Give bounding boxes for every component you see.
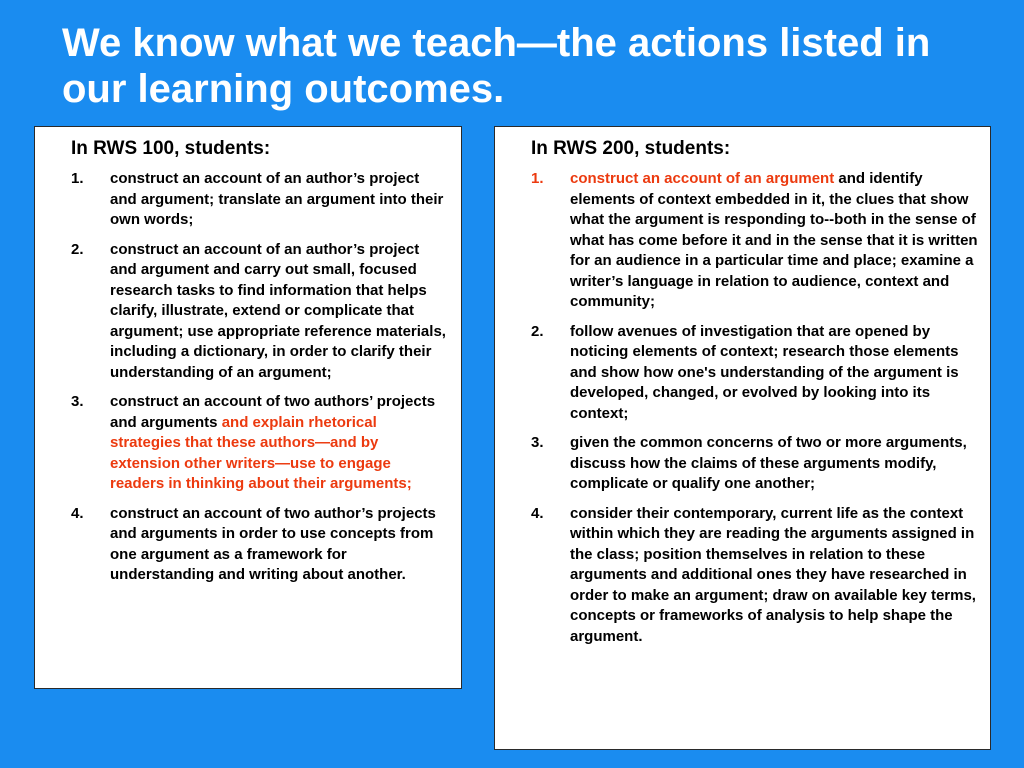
rws200-outcome-list xyxy=(531,169,980,647)
outcome-highlight: and explain rhetorical strategies that these authors—and by extension other writers—use to engage readers in thinking about their arguments; xyxy=(110,413,412,492)
outcome-number: 1. xyxy=(531,170,544,187)
outcome-number: 4. xyxy=(531,504,544,522)
rws100-outcome-4 xyxy=(71,504,449,586)
rws100-outcome-2 xyxy=(71,240,449,384)
slide-title: We know what we teach—the actions listed in our learning outcomes. xyxy=(62,21,931,111)
rws200-outcome-1 xyxy=(531,169,980,313)
rws100-outcome-list xyxy=(71,169,449,586)
outcome-text: consider their contemporary, current life as the context within which they are reading the arguments assigned in the class; position themselves in relation to these arguments and additional ones they have researched in order to make an argument; draw on available key terms, concepts or frameworks of analysis to help shape the argument. xyxy=(570,504,976,645)
outcome-number: 3. xyxy=(531,434,544,451)
rws200-heading: In RWS 200, students: xyxy=(531,138,731,159)
outcome-text: construct an account of an author’s project and argument and carry out small, focused research tasks to find information that helps clarify, illustrate, extend or complicate that argument; use appropriate reference materials, including a dictionary, in order to clarify their understanding of an argument; xyxy=(110,240,446,381)
outcome-text: follow avenues of investigation that are opened by noticing elements of context; research those elements and show how one's understanding of the argument is developed, changed, or evolved by looking into its context; xyxy=(570,322,959,422)
outcome-text: construct an account of two authors’ projects and arguments xyxy=(110,393,436,431)
rws200-panel xyxy=(494,126,991,750)
outcome-text: construct an account of two author’s projects and arguments in order to use concepts from one argument as a framework for understanding and writing about another. xyxy=(110,504,436,583)
outcome-highlight: construct an account of an argument xyxy=(570,170,835,187)
outcome-number: 2. xyxy=(71,240,84,258)
rws200-outcome-3 xyxy=(531,433,980,495)
rws100-outcome-1 xyxy=(71,169,449,231)
outcome-text-wrapper xyxy=(110,392,449,495)
rws100-outcome-3 xyxy=(71,392,449,495)
outcome-number: 1. xyxy=(71,170,84,187)
outcome-text-wrapper xyxy=(570,169,980,313)
outcome-number: 2. xyxy=(531,322,544,340)
rws100-panel xyxy=(34,126,462,689)
rws200-outcome-2 xyxy=(531,322,980,425)
outcome-text: construct an account of an author’s project and argument; translate an argument into their own words; xyxy=(110,170,444,228)
outcome-text: given the common concerns of two or more arguments, discuss how the claims of these arguments modify, complicate or qualify one another; xyxy=(570,434,967,492)
outcome-text: and identify elements of context embedded in it, the clues that show what the argument is responding to--both in the sense of what has come before it and in the sense that it is written for an audience in a particular time and place; examine a writer’s language in relation to audience, context and community; xyxy=(570,170,978,310)
outcome-number: 4. xyxy=(71,504,84,522)
rws200-outcome-4 xyxy=(531,504,980,648)
rws100-heading: In RWS 100, students: xyxy=(71,138,271,159)
outcome-number: 3. xyxy=(71,393,84,410)
